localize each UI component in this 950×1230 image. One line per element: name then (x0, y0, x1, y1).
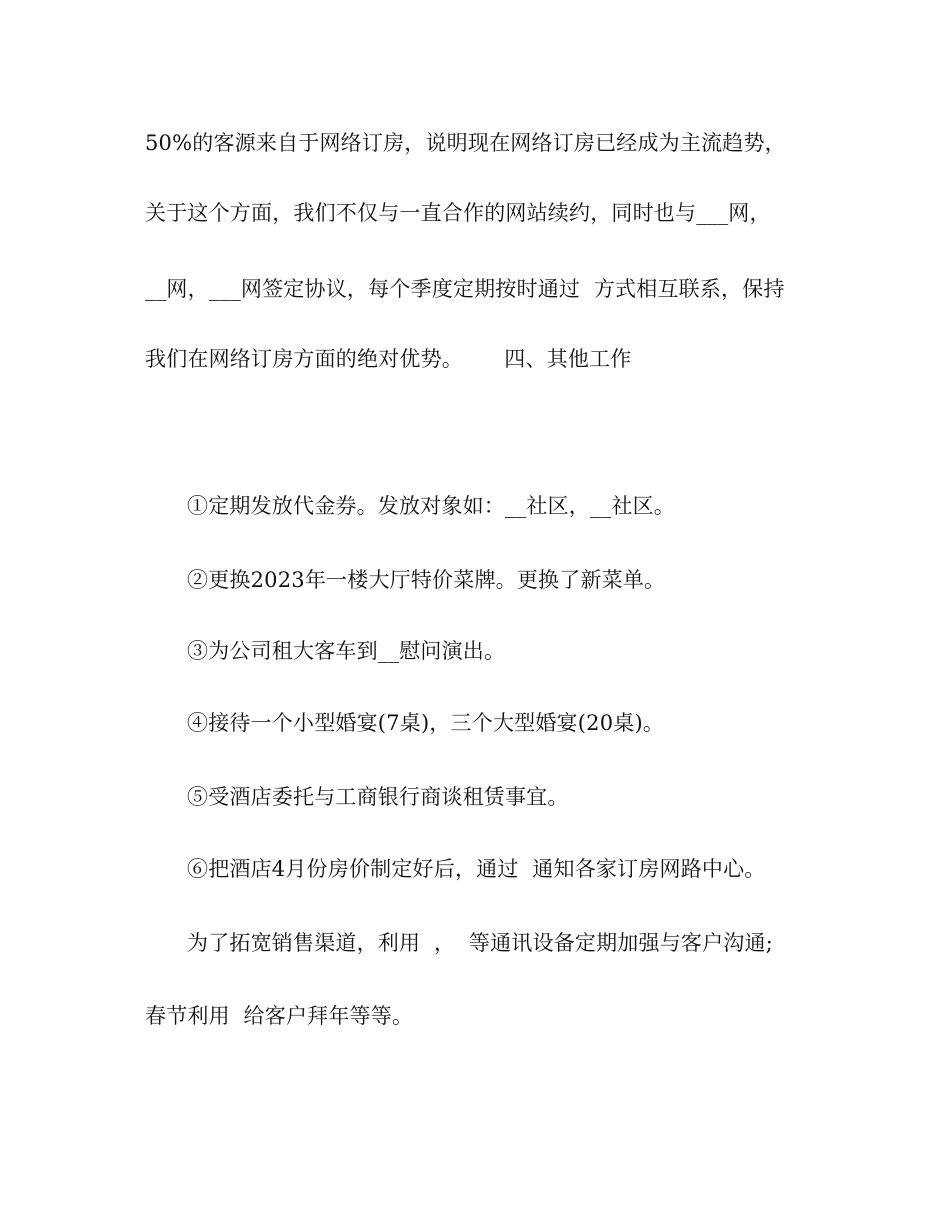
closing-line-1: 为了拓宽销售渠道，利用 ， 等通讯设备定期加强与客户沟通; (187, 931, 773, 955)
paragraph-line-1: 50%的客源来自于网络订房，说明现在网络订房已经成为主流趋势， (145, 131, 786, 155)
list-item-6: ⑥把酒店4月份房价制定好后，通过 通知各家订房网路中心。 (187, 857, 766, 881)
paragraph-line-2: 关于这个方面，我们不仅与一直合作的网站续约，同时也与___网， (145, 201, 771, 225)
list-item-3: ③为公司租大客车到__慰问演出。 (187, 639, 506, 663)
list-item-4: ④接待一个小型婚宴(7桌)，三个大型婚宴(20桌)。 (187, 711, 665, 735)
list-item-5: ⑤受酒店委托与工商银行商谈租赁事宜。 (187, 785, 569, 809)
paragraph-line-3: __网，___网签定协议，每个季度定期按时通过 方式相互联系，保持 (145, 277, 785, 301)
closing-line-2: 春节利用 给客户拜年等等。 (145, 1004, 414, 1028)
list-item-2: ②更换2023年一楼大厅特价菜牌。更换了新菜单。 (187, 568, 666, 592)
list-item-1: ①定期发放代金券。发放对象如：__社区，__社区。 (187, 494, 675, 518)
paragraph-line-4: 我们在网络订房方面的绝对优势。 四、其他工作 (145, 347, 632, 371)
